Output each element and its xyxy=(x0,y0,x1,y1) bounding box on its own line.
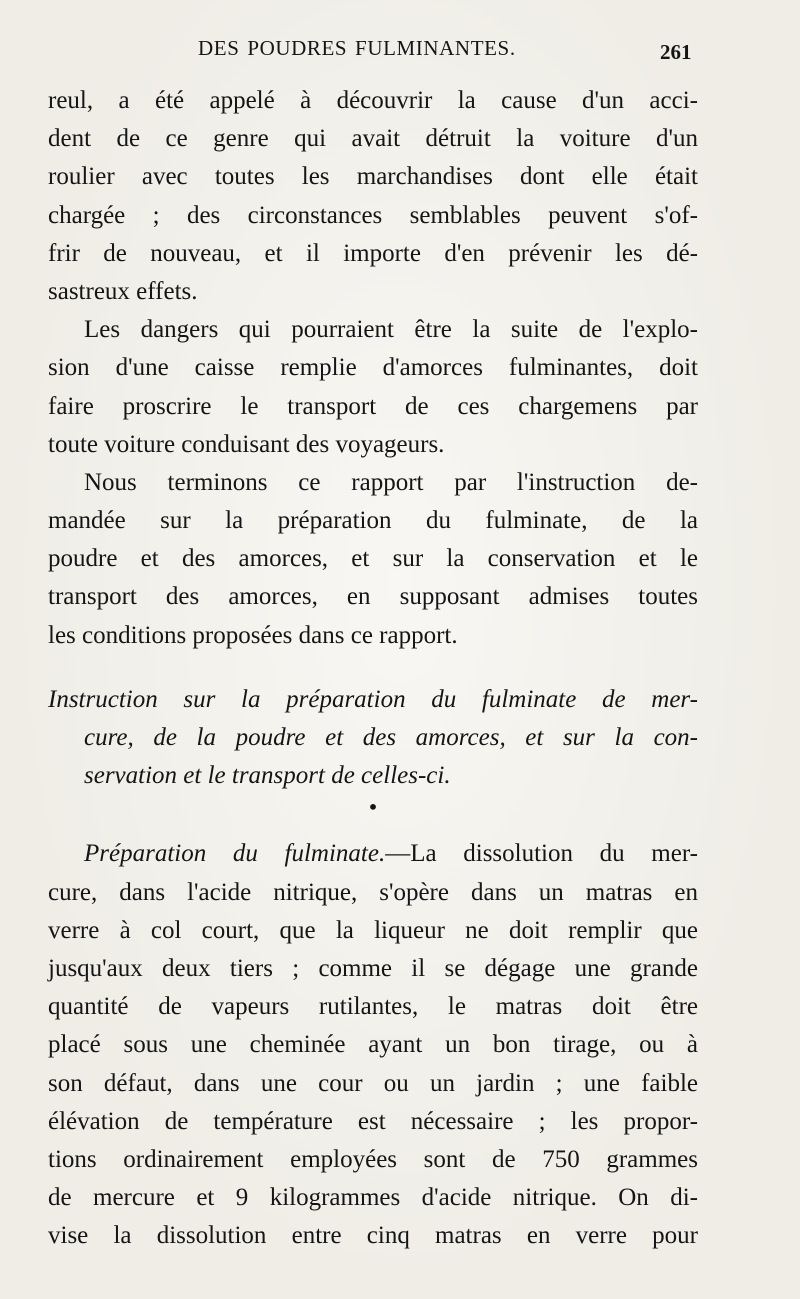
text-line: élévation de température est nécessaire ; les propor- xyxy=(48,1107,698,1135)
text-line: transport des amorces, en supposant admises toutes xyxy=(48,583,698,611)
text-span: —La dissolution du mer- xyxy=(385,840,698,868)
text-line: son défaut, dans une cour ou un jardin ; une faible xyxy=(48,1069,698,1097)
spacer xyxy=(48,819,698,835)
text-line: dent de ce genre qui avait détruit la voiture d'un xyxy=(48,125,698,153)
text-line: verre à col court, que la liqueur ne doit remplir que xyxy=(48,916,698,944)
text-line: frir de nouveau, et il importe d'en prévenir les dé- xyxy=(48,239,698,267)
page-body xyxy=(48,82,698,1255)
text-line: toute voiture conduisant des voyageurs. xyxy=(48,430,445,458)
page-header xyxy=(0,30,800,70)
text-line: cure, dans l'acide nitrique, s'opère dans un matras en xyxy=(48,878,698,906)
heading-line: servation et le transport de celles-ci. xyxy=(84,762,451,790)
paragraph xyxy=(48,464,698,655)
text-line: vise la dissolution entre cinq matras en verre pour xyxy=(48,1222,698,1250)
text-line: jusqu'aux deux tiers ; comme il se dégage une grande xyxy=(48,954,698,982)
text-line: tions ordinairement employées sont de 750 grammes xyxy=(48,1145,698,1173)
paragraph xyxy=(48,82,698,311)
text-line: reul, a été appelé à découvrir la cause d'un acci- xyxy=(48,87,698,114)
spacer xyxy=(48,655,698,681)
text-line: sastreux effets. xyxy=(48,277,198,305)
text-line: de mercure et 9 kilogrammes d'acide nitrique. On di- xyxy=(48,1184,698,1212)
text-line: chargée ; des circonstances semblables peuvent s'of- xyxy=(48,201,698,229)
heading-line: Instruction sur la préparation du fulminate de mer- xyxy=(48,685,698,713)
text-line: mandée sur la préparation du fulminate, de la xyxy=(48,507,698,535)
page-number: 261 xyxy=(660,40,692,64)
heading-line: cure, de la poudre et des amorces, et sur la con- xyxy=(84,724,698,751)
separator-dot: • xyxy=(367,795,379,820)
text-line xyxy=(48,835,698,873)
running-title: DES POUDRES FULMINANTES. xyxy=(198,36,516,60)
text-line: les conditions proposées dans ce rapport. xyxy=(48,621,458,649)
text-line: faire proscrire le transport de ces chargemens par xyxy=(48,392,698,420)
text-line: roulier avec toutes les marchandises dont elle était xyxy=(48,163,698,191)
text-line: placé sous une cheminée ayant un bon tirage, ou à xyxy=(48,1031,698,1059)
text-line: Les dangers qui pourraient être la suite de l'explo- xyxy=(84,316,698,344)
run-in-heading: Préparation du fulminate. xyxy=(84,840,386,868)
text-line: sion d'une caisse remplie d'amorces fulminantes, doit xyxy=(48,354,698,382)
section-heading xyxy=(48,681,698,796)
text-line: Nous terminons ce rapport par l'instruction de- xyxy=(84,468,698,496)
paragraph xyxy=(48,311,698,464)
paragraph xyxy=(48,835,698,1255)
text-line: quantité de vapeurs rutilantes, le matras doit être xyxy=(48,993,698,1021)
text-line: poudre et des amorces, et sur la conservation et le xyxy=(48,545,698,573)
